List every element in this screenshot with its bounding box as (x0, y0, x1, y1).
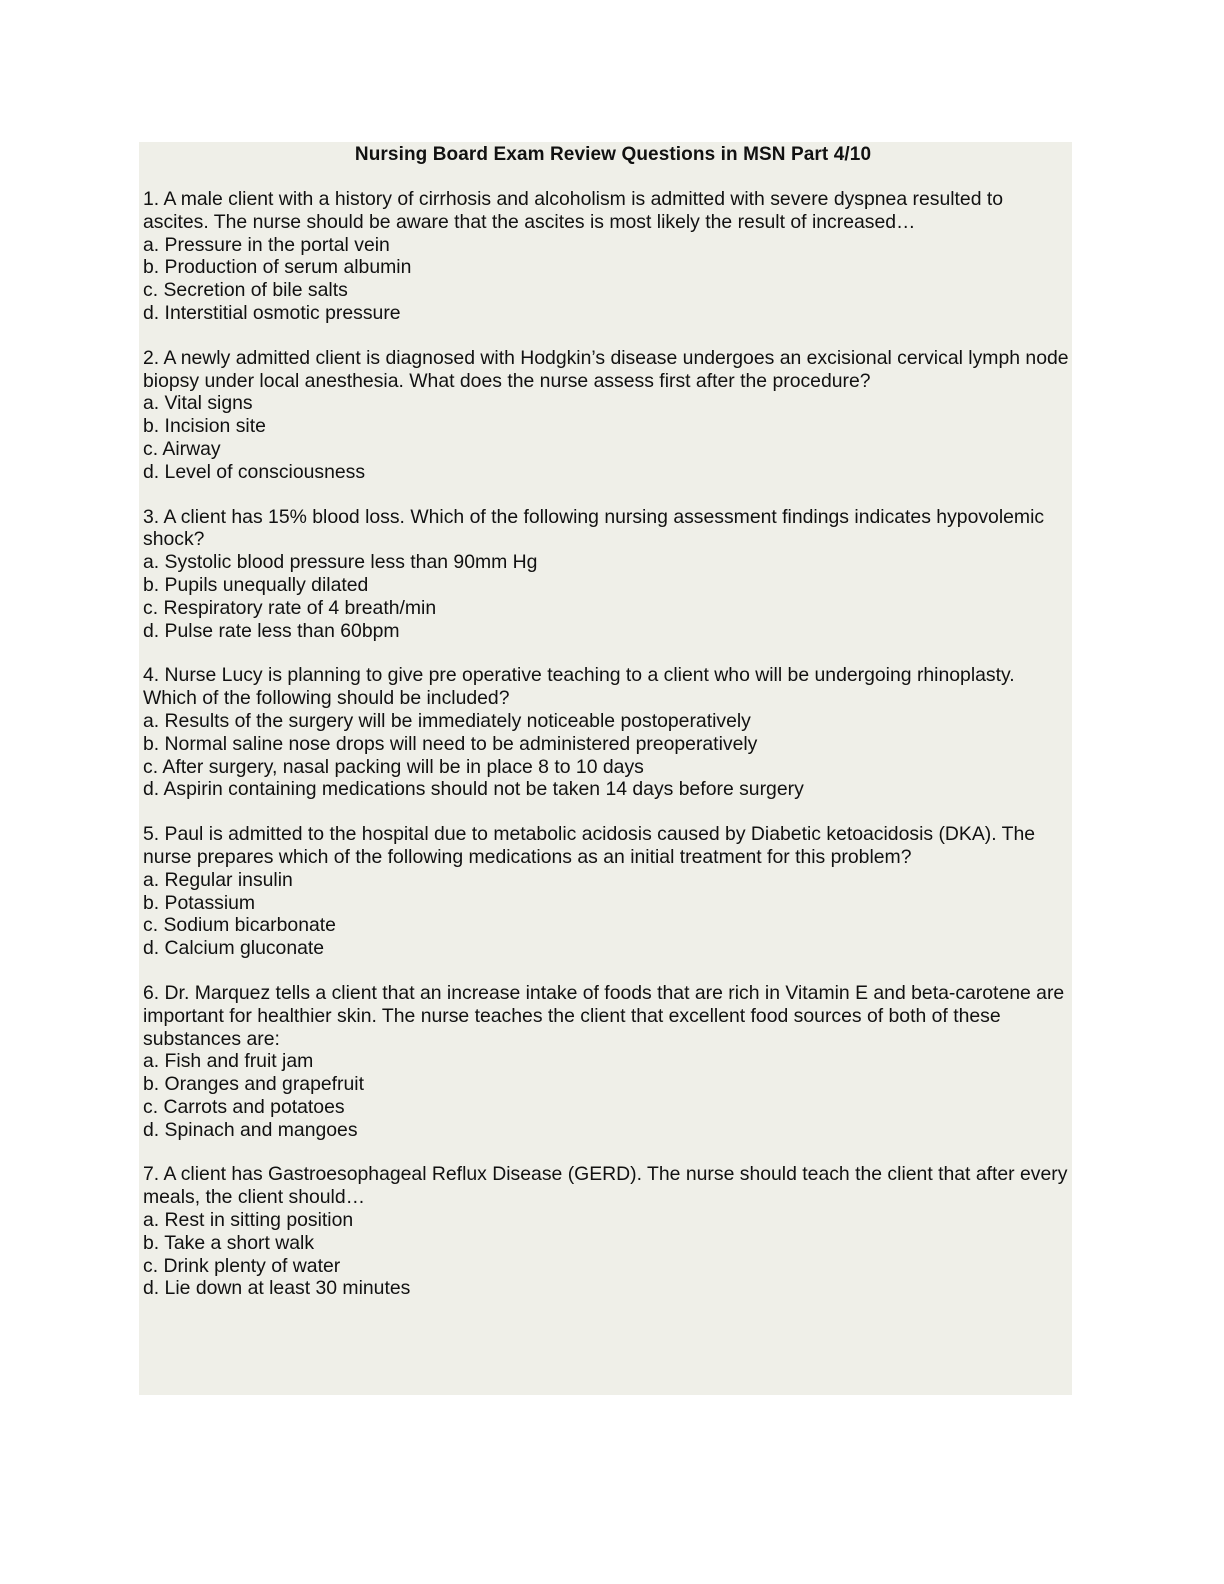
answer-option-c: c. Drink plenty of water (143, 1254, 341, 1277)
document-content (143, 142, 1073, 1300)
answer-option-c: c. Sodium bicarbonate (143, 914, 336, 937)
answer-option-d: d. Level of consciousness (143, 460, 366, 483)
answer-option-a: a. Regular insulin (143, 868, 293, 891)
answer-option-d: d. Interstitial osmotic pressure (143, 301, 401, 324)
answer-option-b: b. Potassium (143, 891, 256, 914)
question-stem: 2. A newly admitted client is diagnosed with Hodgkin’s disease undergoes an excisional cervical lymph node biopsy under local anesthesia. What does the nurse assess first after the procedure? (143, 346, 1069, 392)
answer-option-c: c. Respiratory rate of 4 breath/min (143, 596, 437, 619)
answer-option-b: b. Normal saline nose drops will need to be administered preoperatively (143, 732, 758, 755)
answer-option-b: b. Production of serum albumin (143, 256, 412, 279)
question-stem: 4. Nurse Lucy is planning to give pre operative teaching to a client who will be undergoing rhinoplasty. Which of the following should be included? (143, 664, 1015, 710)
question-stem: 3. A client has 15% blood loss. Which of the following nursing assessment findings indicates hypovolemic shock? (143, 505, 1045, 551)
answer-option-d: d. Aspirin containing medications should not be taken 14 days before surgery (143, 778, 804, 801)
question-stem: 6. Dr. Marquez tells a client that an increase intake of foods that are rich in Vitamin E and beta-carotene are important for healthier skin. The nurse teaches the client that excellent food sources of both of these substances are: (143, 981, 1065, 1050)
answer-option-a: a. Fish and fruit jam (143, 1050, 314, 1073)
question-4 (143, 664, 1073, 801)
question-5 (143, 823, 1073, 960)
answer-option-c: c. Secretion of bile salts (143, 279, 348, 302)
question-stem: 1. A male client with a history of cirrhosis and alcoholism is admitted with severe dyspnea resulted to ascites. The nurse should be aware that the ascites is most likely the result of increased… (143, 188, 1004, 233)
answer-option-a: a. Results of the surgery will be immediately noticeable postoperatively (143, 709, 751, 732)
answer-option-c: c. Airway (143, 437, 221, 460)
answer-option-c: c. After surgery, nasal packing will be in place 8 to 10 days (143, 755, 644, 778)
question-6 (143, 982, 1073, 1142)
question-stem: 5. Paul is admitted to the hospital due to metabolic acidosis caused by Diabetic ketoacidosis (DKA). The nurse prepares which of the following medications as an initial treatment for this problem? (143, 823, 1036, 868)
answer-option-a: a. Vital signs (143, 392, 253, 415)
answer-option-b: b. Pupils unequally dilated (143, 573, 369, 596)
answer-option-a: a. Rest in sitting position (143, 1209, 354, 1232)
answer-option-a: a. Systolic blood pressure less than 90mm Hg (143, 551, 538, 574)
answer-option-c: c. Carrots and potatoes (143, 1095, 345, 1118)
answer-option-d: d. Spinach and mangoes (143, 1118, 358, 1141)
question-1 (143, 188, 1073, 325)
answer-option-d: d. Pulse rate less than 60bpm (143, 619, 400, 642)
question-3 (143, 506, 1073, 643)
document-title: Nursing Board Exam Review Questions in MSN Part 4/10 (354, 144, 872, 165)
answer-option-d: d. Lie down at least 30 minutes (143, 1277, 411, 1300)
answer-option-d: d. Calcium gluconate (143, 937, 325, 960)
question-stem: 7. A client has Gastroesophageal Reflux Disease (GERD). The nurse should teach the client that after every meals, the client should… (143, 1163, 1068, 1209)
answer-option-b: b. Oranges and grapefruit (143, 1073, 364, 1096)
answer-option-b: b. Incision site (143, 415, 266, 438)
question-2 (143, 347, 1073, 484)
answer-option-b: b. Take a short walk (143, 1231, 315, 1254)
answer-option-a: a. Pressure in the portal vein (143, 233, 390, 256)
question-7 (143, 1163, 1073, 1300)
